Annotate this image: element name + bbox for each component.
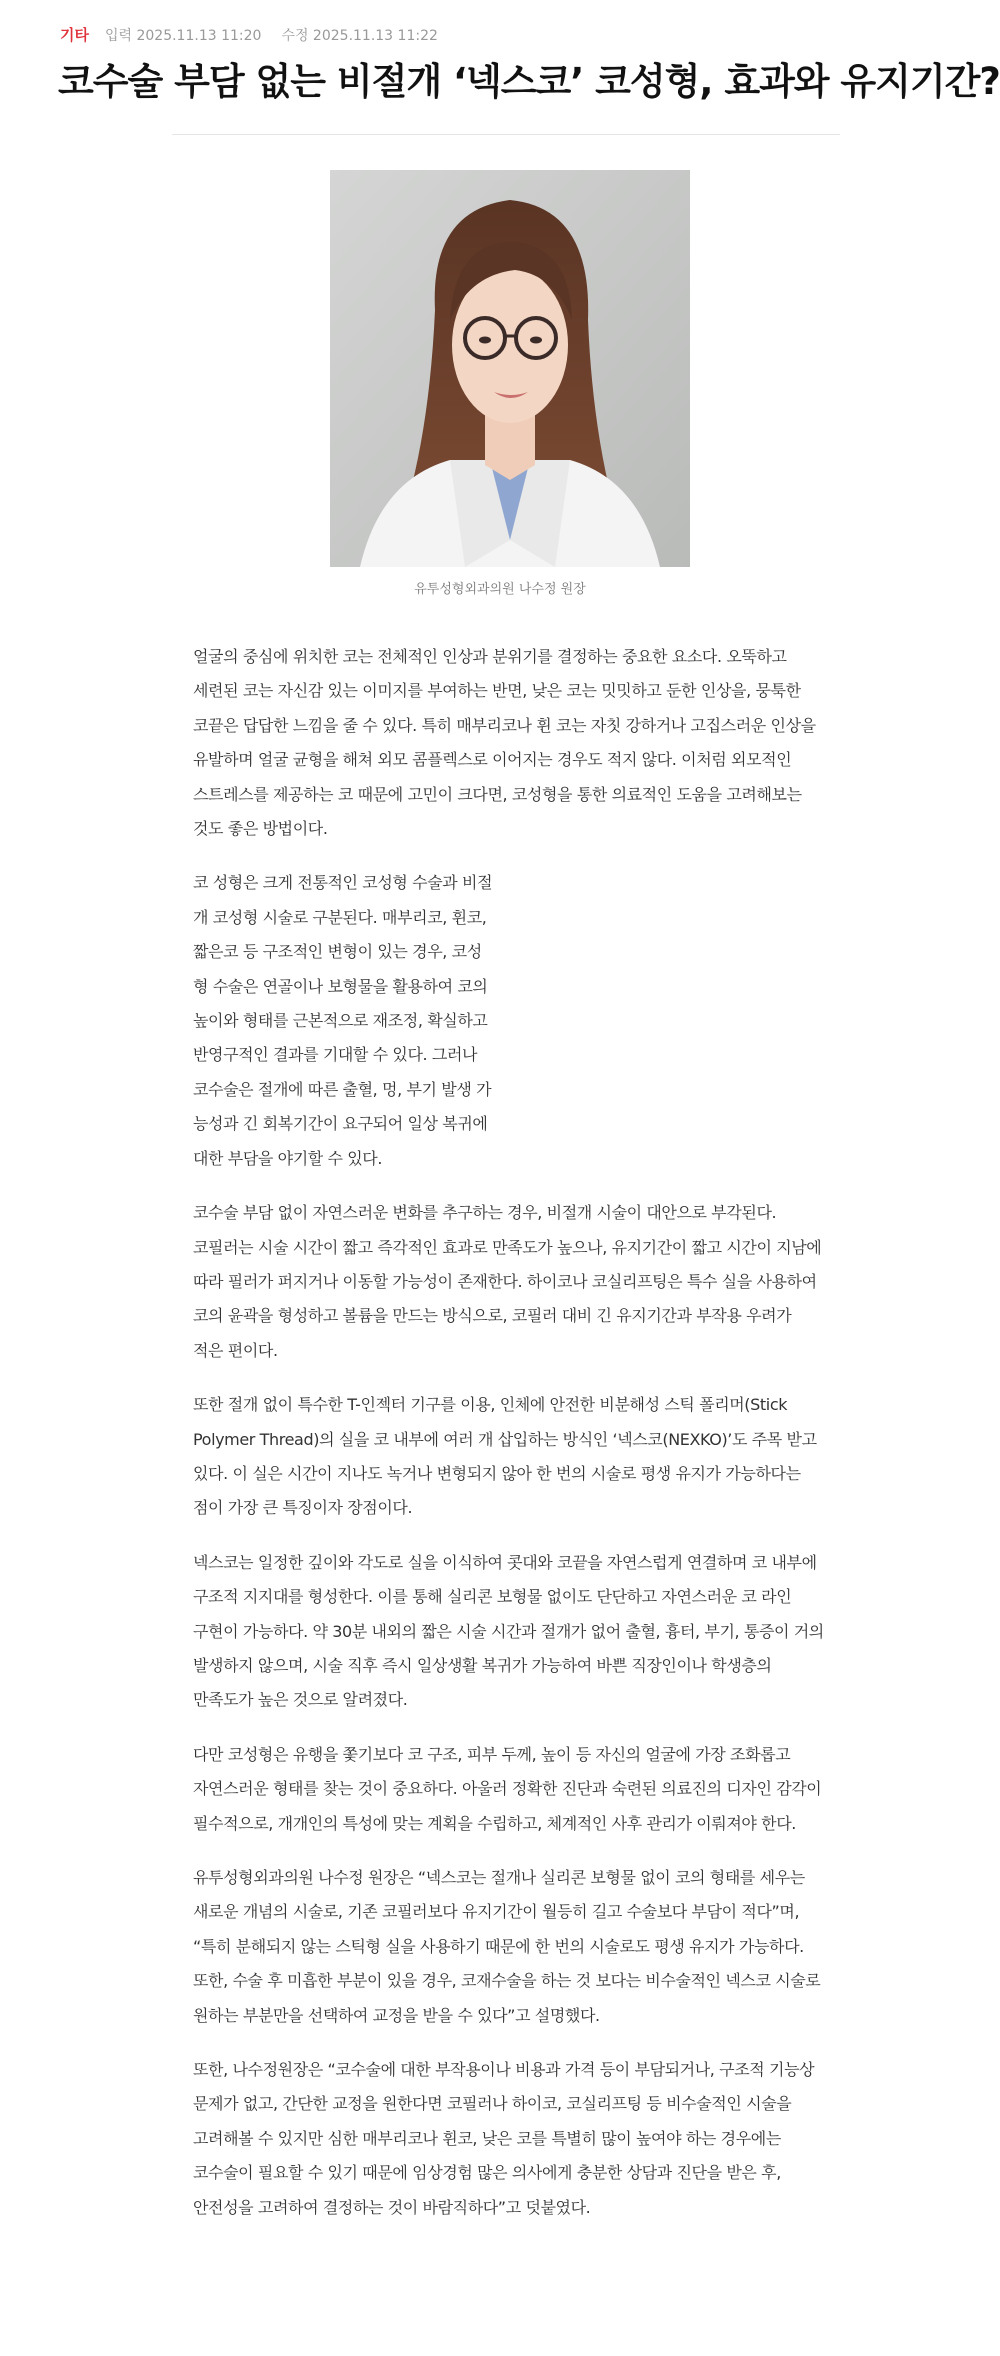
updated-date: 수정 2025.11.13 11:22 bbox=[281, 27, 438, 44]
paragraph: 코수술 부담 없이 자연스러운 변화를 추구하는 경우, 비절개 시술이 대안으로 부각된다. 코필러는 시술 시간이 짧고 즉각적인 효과로 만족도가 높으나, 유지기간이 짧고 시간이 지남에 따라 필러가 퍼지거나 이동할 가능성이 존재한다. 하이코나 코실리프팅은 특수 실을 사용하여 코의 윤곽을 형성하고 볼륨을 만드는 방식으로, 코필러 대비 긴 유지기간과 부작용 우려가 적은 편이다. bbox=[193, 1203, 822, 1360]
article-headline: 코수술 부담 없는 비절개 ‘넥스코’ 코성형, 효과와 유지기간? bbox=[58, 60, 1000, 103]
published-date: 입력 2025.11.13 11:20 bbox=[104, 27, 262, 44]
article-meta bbox=[60, 24, 458, 45]
paragraph: 코 성형은 크게 전통적인 코성형 수술과 비절개 코성형 시술로 구분된다. 매부리코, 휜코, 짧은코 등 구조적인 변형이 있는 경우, 코성형 수술은 연골이나 보형물을 활용하여 코의 높이와 형태를 근본적으로 재조정, 확실하고 반영구적인 결과를 기대할 수 있다. 그러나 코수술은 절개에 따른 출혈, 멍, 부기 발생 가능성과 긴 회복기간이 요구되어 일상 복귀에 대한 부담을 야기할 수 있다. bbox=[193, 873, 493, 1168]
paragraph: 넥스코는 일정한 깊이와 각도로 실을 이식하여 콧대와 코끝을 자연스럽게 연결하며 코 내부에 구조적 지지대를 형성한다. 이를 통해 실리콘 보형물 없이도 단단하고 자연스러운 코 라인 구현이 가능하다. 약 30분 내외의 짧은 시술 시간과 절개가 없어 출혈, 흉터, 부기, 통증이 거의 발생하지 않으며, 시술 직후 즉시 일상생활 복귀가 가능하여 바쁜 직장인이나 학생층의 만족도가 높은 것으로 알려졌다. bbox=[193, 1552, 824, 1710]
headline-divider bbox=[172, 134, 840, 135]
paragraph: 얼굴의 중심에 위치한 코는 전체적인 인상과 분위기를 결정하는 중요한 요소다. 오뚝하고 세련된 코는 자신감 있는 이미지를 부여하는 반면, 낮은 코는 밋밋하고 둔한 인상을, 뭉툭한 코끝은 답답한 느낌을 줄 수 있다. 특히 매부리코나 휜 코는 자칫 강하거나 고집스러운 인상을 유발하며 얼굴 균형을 해쳐 외모 콤플렉스로 이어지는 경우도 적지 않다. 이처럼 외모적인 스트레스를 제공하는 코 때문에 고민이 크다면, 코성형을 통한 의료적인 도움을 고려해보는 것도 좋은 방법이다. bbox=[193, 647, 816, 839]
portrait-photo bbox=[330, 170, 690, 567]
paragraph: 유투성형외과의원 나수정 원장은 “넥스코는 절개나 실리콘 보형물 없이 코의 형태를 세우는 새로운 개념의 시술로, 기존 코필러보다 유지기간이 월등히 길고 수술보다 부담이 적다”며, “특히 분해되지 않는 스틱형 실을 사용하기 때문에 한 번의 시술로도 평생 유지가 가능하다. 또한, 수술 후 미흡한 부분이 있을 경우, 코재수술을 하는 것 보다는 비수술적인 넥스코 시술로 원하는 부분만을 선택하여 교정을 받을 수 있다”고 설명했다. bbox=[193, 1868, 821, 2025]
category-label[interactable]: 기타 bbox=[60, 26, 89, 44]
article-body bbox=[193, 640, 825, 2245]
paragraph: 다만 코성형은 유행을 쫓기보다 코 구조, 피부 두께, 높이 등 자신의 얼굴에 가장 조화롭고 자연스러운 형태를 찾는 것이 중요하다. 아울러 정확한 진단과 숙련된 의료진의 디자인 감각이 필수적으로, 개개인의 특성에 맞는 계획을 수립하고, 체계적인 사후 관리가 이뤄져야 한다. bbox=[193, 1744, 822, 1833]
photo-caption: 유투성형외과의원 나수정 원장 bbox=[414, 582, 586, 597]
paragraph: 또한 절개 없이 특수한 T-인젝터 기구를 이용, 인체에 안전한 비분해성 스틱 폴리머(Stick Polymer Thread)의 실을 코 내부에 여러 개 삽입하는 방식인 ‘넥스코(NEXKO)’도 주목 받고 있다. 이 실은 시간이 지나도 녹거나 변형되지 않아 한 번의 시술로 평생 유지가 가능하다는 점이 가장 큰 특징이자 장점이다. bbox=[193, 1395, 817, 1518]
paragraph: 또한, 나수정원장은 “코수술에 대한 부작용이나 비용과 가격 등이 부담되거나, 구조적 기능상 문제가 없고, 간단한 교정을 원한다면 코필러나 하이코, 코실리프팅 등 비수술적인 시술을 고려해볼 수 있지만 심한 매부리코나 휜코, 낮은 코를 특별히 많이 높여야 하는 경우에는 코수술이 필요할 수 있기 때문에 임상경험 많은 의사에게 충분한 상담과 진단을 받은 후, 안전성을 고려하여 결정하는 것이 바람직하다”고 덧붙였다. bbox=[193, 2060, 815, 2217]
